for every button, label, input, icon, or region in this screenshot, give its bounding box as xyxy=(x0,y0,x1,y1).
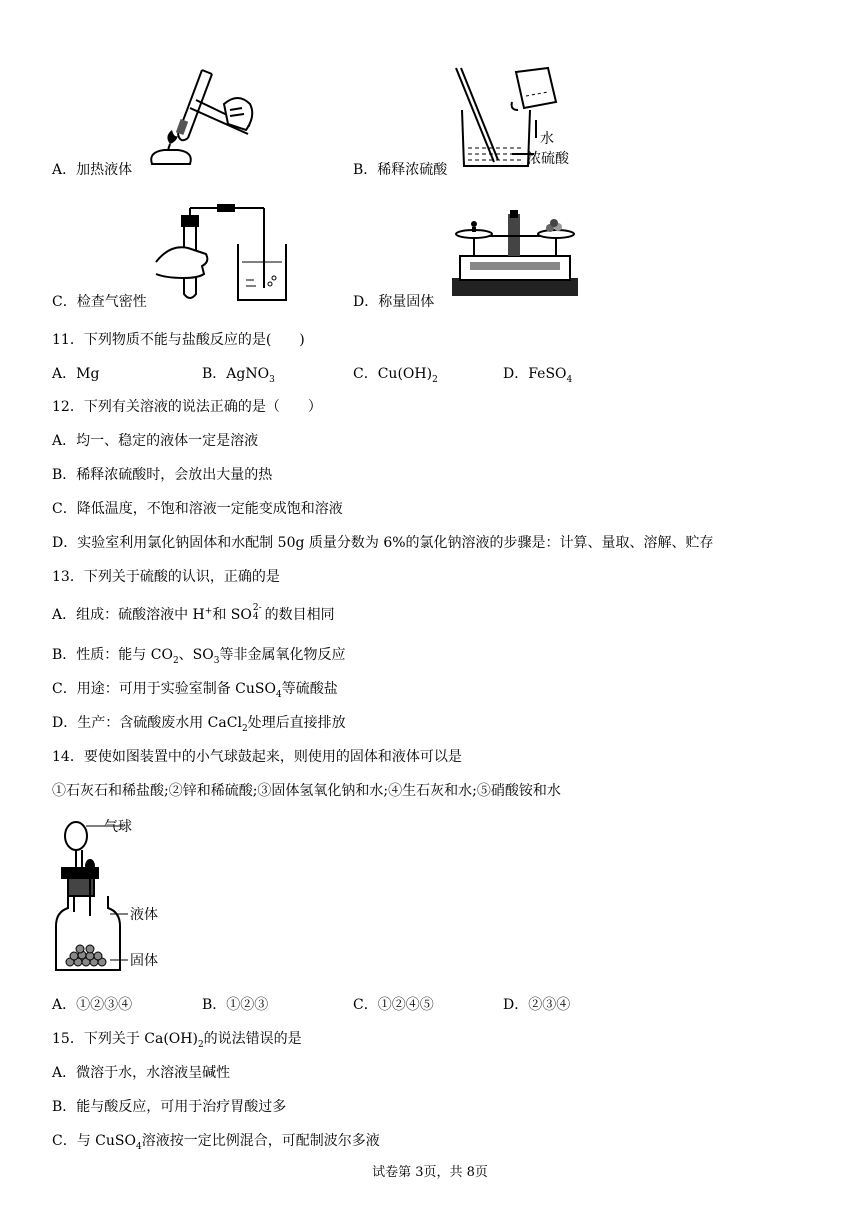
q12-option-d[interactable]: D．实验室利用氯化钠固体和水配制 50g 质量分数为 6%的氯化钠溶液的步骤是：计算、量取、溶解、贮存 xyxy=(52,535,714,551)
fig-solid-label: 固体 xyxy=(130,953,158,969)
fig-balloon-label: 气球 xyxy=(104,819,132,835)
figure-balance xyxy=(450,210,580,298)
q14-option-d[interactable]: D．②③④ xyxy=(503,997,571,1013)
q13-option-a[interactable]: A．组成：硫酸溶液中 H+和 SO 2- 4 的数目相同 xyxy=(52,603,335,623)
q10-option-d[interactable]: D．称量固体 xyxy=(353,294,435,310)
fig-b-acid-label: 浓硫酸 xyxy=(527,151,569,167)
q10-option-a[interactable]: A．加热液体 xyxy=(52,162,133,178)
fig-liquid-label: 液体 xyxy=(130,907,158,923)
q11-stem: 11．下列物质不能与盐酸反应的是( ) xyxy=(52,332,305,348)
q11-option-c[interactable]: C．$Cu(OH)_2$ xyxy=(353,366,438,385)
figure-heating-liquid xyxy=(138,64,256,176)
q10-option-c[interactable]: C．检查气密性 xyxy=(52,294,147,310)
q13-option-b[interactable]: B．性质：能与 $CO_2$、$SO_3$等非金属氧化物反应 xyxy=(52,647,346,666)
page-footer: 试卷第 3页，共 8页 xyxy=(372,1165,488,1180)
q15-stem: 15．下列关于 $Ca(OH)_2$的说法错误的是 xyxy=(52,1031,302,1050)
q13-option-d[interactable]: D．生产：含硫酸废水用 CaCl$_2$处理后直接排放 xyxy=(52,715,346,734)
q14-option-c[interactable]: C．①②④⑤ xyxy=(353,997,434,1013)
fig-b-water-label: 水 xyxy=(540,131,554,147)
q12-option-b[interactable]: B．稀释浓硫酸时，会放出大量的热 xyxy=(52,467,273,483)
q14-stem: 14．要使如图装置中的小气球鼓起来，则使用的固体和液体可以是 xyxy=(52,749,462,765)
q15-option-a[interactable]: A．微溶于水，水溶液呈碱性 xyxy=(52,1065,231,1081)
q11-option-b[interactable]: B．AgNO$_3$ xyxy=(202,366,275,385)
q14-list: ①石灰石和稀盐酸;②锌和稀硫酸;③固体氢氧化钠和水;④生石灰和水;⑤硝酸铵和水 xyxy=(52,783,561,799)
figure-check-airtightness xyxy=(154,204,294,304)
q13-option-c[interactable]: C．用途：可用于实验室制备 CuSO$_4$等硫酸盐 xyxy=(52,681,338,700)
q13-stem: 13．下列关于硫酸的认识，正确的是 xyxy=(52,569,280,585)
q14-option-a[interactable]: A．①②③④ xyxy=(52,997,133,1013)
q12-option-c[interactable]: C．降低温度，不饱和溶液一定能变成饱和溶液 xyxy=(52,501,343,517)
q11-option-a[interactable]: A．Mg xyxy=(52,366,100,382)
q15-option-b[interactable]: B．能与酸反应，可用于治疗胃酸过多 xyxy=(52,1099,287,1115)
figure-balloon-apparatus xyxy=(54,816,166,974)
q10-option-b[interactable]: B．稀释浓硫酸 xyxy=(353,162,448,178)
q12-option-a[interactable]: A．均一、稳定的液体一定是溶液 xyxy=(52,433,259,449)
q12-stem: 12．下列有关溶液的说法正确的是（ ） xyxy=(52,399,322,415)
q14-option-b[interactable]: B．①②③ xyxy=(202,997,269,1013)
sulfate-ion-charge: 2- 4 xyxy=(252,603,262,622)
q15-option-c[interactable]: C．与 CuSO$_4$溶液按一定比例混合，可配制波尔多液 xyxy=(52,1133,380,1152)
q11-option-d[interactable]: D．FeSO$_4$ xyxy=(503,366,573,385)
